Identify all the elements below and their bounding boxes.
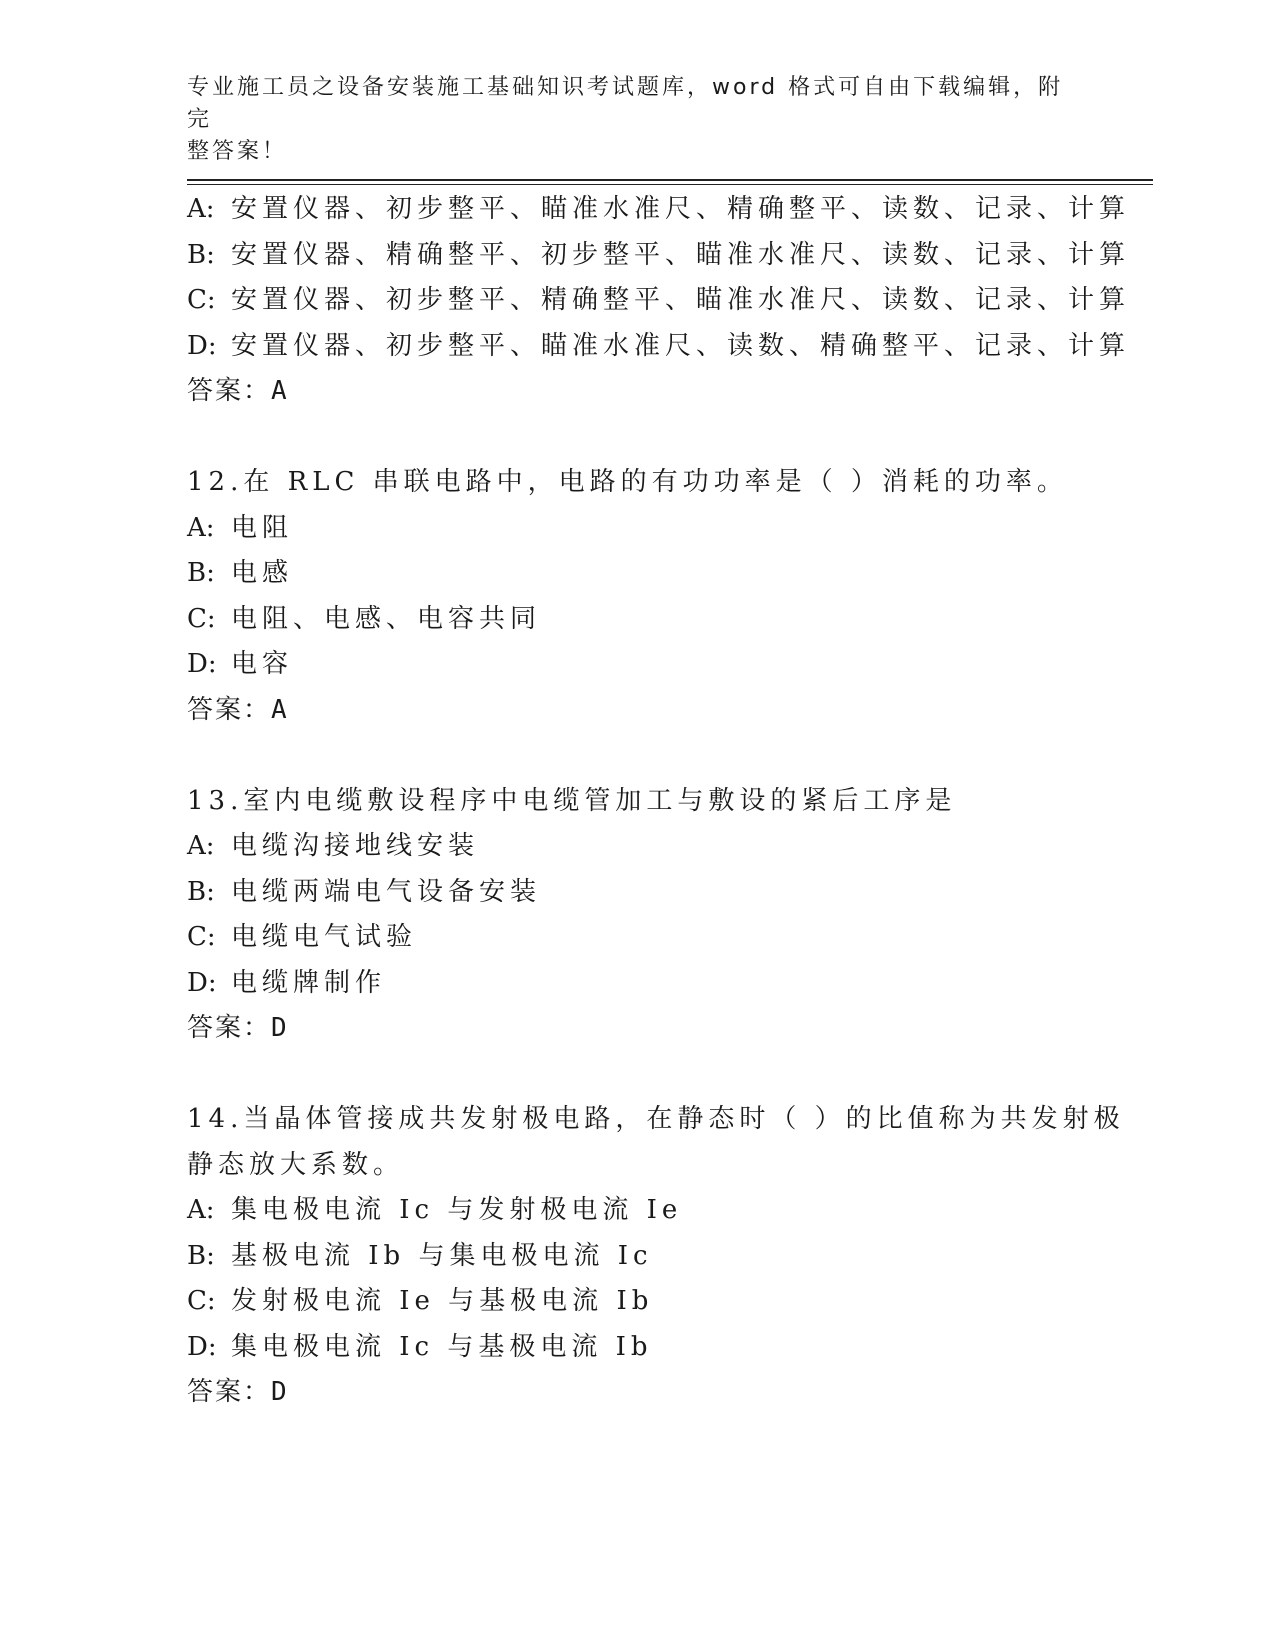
question-11 — [187, 187, 1131, 415]
option-text: 电缆电气试验 — [231, 922, 418, 952]
header-rule-thick — [187, 179, 1153, 181]
option-text: 电容 — [231, 649, 294, 679]
option-letter: D: — [187, 1331, 217, 1362]
option-c — [187, 597, 1087, 643]
option-letter: B: — [187, 558, 215, 588]
question-13 — [187, 779, 1087, 1052]
option-letter: D: — [187, 330, 217, 361]
option-b — [187, 1234, 1087, 1280]
answer-value: D — [271, 1013, 289, 1043]
answer-line — [187, 688, 1087, 734]
answer-label: 答案： — [187, 1013, 272, 1043]
option-text: 安置仪器、精确整平、初步整平、瞄准水准尺、读数、记录、计算 — [231, 239, 1131, 270]
option-d — [187, 324, 1131, 370]
option-letter: C: — [187, 285, 216, 315]
option-letter: A: — [187, 512, 215, 543]
option-text: 基极电流 Ib 与集电极电流 Ic — [231, 1240, 653, 1271]
option-text: 电缆两端电气设备安装 — [231, 876, 542, 907]
option-c — [187, 278, 1131, 324]
option-letter: A: — [187, 194, 215, 224]
option-d — [187, 961, 1087, 1007]
answer-line — [187, 369, 1087, 415]
question-stem: 12.在 RLC 串联电路中，电路的有功功率是（ ）消耗的功率。 — [187, 467, 1068, 497]
option-text: 电阻 — [231, 512, 294, 543]
option-a — [187, 1188, 1087, 1234]
option-d — [187, 642, 1087, 688]
option-a — [187, 187, 1131, 233]
answer-line — [187, 1370, 1087, 1416]
answer-label: 答案： — [187, 694, 272, 725]
question-stem: 14.当晶体管接成共发射极电路，在静态时（ ）的比值称为共发射极 — [187, 1104, 1125, 1134]
option-a — [187, 506, 1087, 552]
option-letter: B: — [187, 876, 215, 907]
option-letter: C: — [187, 922, 216, 952]
header-rule-thin — [187, 184, 1153, 185]
question-stem-continued: 静态放大系数。 — [187, 1149, 405, 1180]
option-b — [187, 551, 1087, 597]
option-letter: D: — [187, 967, 217, 998]
option-text: 安置仪器、初步整平、瞄准水准尺、读数、精确整平、记录、计算 — [231, 330, 1131, 361]
option-b — [187, 233, 1131, 279]
option-letter: B: — [187, 1240, 215, 1271]
option-letter: A: — [187, 1195, 215, 1225]
option-c — [187, 1279, 1087, 1325]
question-list — [187, 187, 1131, 1416]
option-c — [187, 915, 1087, 961]
option-text: 发射极电流 Ie 与基极电流 Ib — [231, 1286, 654, 1316]
answer-value: A — [271, 376, 289, 406]
option-letter: C: — [187, 603, 216, 634]
option-text: 安置仪器、初步整平、精确整平、瞄准水准尺、读数、记录、计算 — [231, 285, 1131, 315]
answer-label: 答案： — [187, 376, 272, 406]
question-gap — [187, 1052, 1087, 1098]
option-a — [187, 824, 1087, 870]
option-letter: A: — [187, 831, 215, 861]
question-gap — [187, 733, 1087, 779]
option-letter: B: — [187, 239, 215, 270]
option-letter: C: — [187, 1286, 216, 1316]
answer-value: D — [271, 1377, 289, 1407]
option-text: 电缆沟接地线安装 — [231, 831, 480, 861]
header-line-2: 整答案！ — [187, 139, 288, 164]
header-line-1: 专业施工员之设备安装施工基础知识考试题库，word 格式可自由下载编辑，附完 — [187, 75, 1064, 132]
option-text: 电缆牌制作 — [231, 967, 387, 998]
option-letter: D: — [187, 649, 217, 679]
option-b — [187, 870, 1087, 916]
option-text: 电感 — [231, 558, 294, 588]
question-stem: 13.室内电缆敷设程序中电缆管加工与敷设的紧后工序是 — [187, 785, 957, 816]
answer-value: A — [271, 694, 289, 725]
option-text: 电阻、电感、电容共同 — [231, 603, 542, 634]
question-gap — [187, 415, 1087, 461]
option-text: 集电极电流 Ic 与发射极电流 Ie — [231, 1195, 683, 1225]
answer-line — [187, 1006, 1087, 1052]
document-header — [187, 72, 1067, 168]
option-text: 安置仪器、初步整平、瞄准水准尺、精确整平、读数、记录、计算 — [231, 194, 1131, 224]
question-14 — [187, 1097, 1125, 1416]
option-text: 集电极电流 Ic 与基极电流 Ib — [231, 1331, 653, 1362]
option-d — [187, 1325, 1087, 1371]
answer-label: 答案： — [187, 1377, 272, 1407]
question-12 — [187, 460, 1087, 733]
